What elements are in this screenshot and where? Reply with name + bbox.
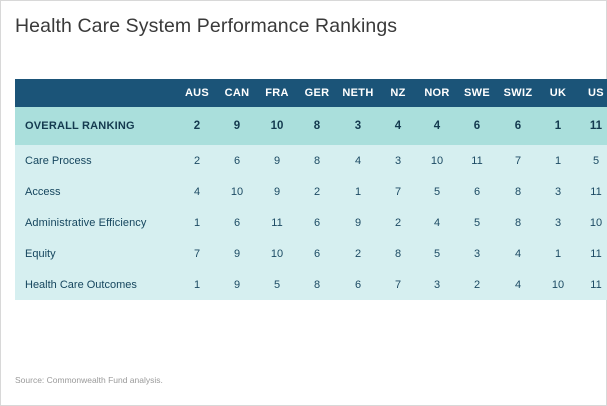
header-cell-fra: FRA: [265, 87, 289, 99]
header-cell-can: CAN: [224, 87, 250, 99]
cell-admin-efficiency-uk: 3: [554, 216, 562, 229]
cell-equity-ger: 6: [313, 247, 321, 260]
cell-access-aus: 4: [193, 185, 201, 198]
table-row-administrative-efficiency: [15, 207, 607, 238]
cell-admin-efficiency-aus: 1: [193, 216, 201, 229]
cell-access-nor: 5: [433, 185, 441, 198]
table-row-care-process: [15, 145, 607, 176]
row-label-health-care-outcomes: Health Care Outcomes: [25, 278, 137, 291]
cell-equity-us: 11: [590, 247, 602, 260]
cell-access-nz: 7: [394, 185, 402, 198]
cell-admin-efficiency-swe: 5: [473, 216, 481, 229]
cell-access-fra: 9: [273, 185, 281, 198]
cell-outcomes-swiz: 4: [514, 278, 522, 291]
rankings-table: [15, 79, 607, 300]
cell-outcomes-aus: 1: [193, 278, 201, 291]
cell-overall-fra: 10: [270, 120, 284, 132]
cell-care-process-can: 6: [233, 154, 241, 167]
table-row-health-care-outcomes: [15, 269, 607, 300]
cell-equity-uk: 1: [554, 247, 562, 260]
row-label-administrative-efficiency: Administrative Efficiency: [25, 216, 147, 229]
table-row-equity: [15, 238, 607, 269]
cell-equity-aus: 7: [193, 247, 201, 260]
cell-outcomes-nz: 7: [394, 278, 402, 291]
cell-outcomes-fra: 5: [273, 278, 281, 291]
cell-access-neth: 1: [354, 185, 362, 198]
cell-admin-efficiency-fra: 11: [271, 216, 283, 229]
cell-access-swe: 6: [473, 185, 481, 198]
cell-outcomes-us: 11: [590, 278, 602, 291]
cell-care-process-fra: 9: [273, 154, 281, 167]
cell-outcomes-can: 9: [233, 278, 241, 291]
cell-overall-can: 9: [233, 120, 241, 132]
table-body: [15, 107, 607, 300]
cell-care-process-uk: 1: [554, 154, 562, 167]
header-cell-uk: UK: [549, 87, 567, 99]
cell-overall-aus: 2: [193, 120, 201, 132]
cell-care-process-nz: 3: [394, 154, 402, 167]
cell-equity-fra: 10: [270, 247, 284, 260]
cell-overall-ger: 8: [313, 120, 321, 132]
cell-equity-neth: 2: [354, 247, 362, 260]
cell-admin-efficiency-us: 10: [589, 216, 603, 229]
header-cell-neth: NETH: [342, 87, 374, 99]
cell-admin-efficiency-nor: 4: [433, 216, 441, 229]
cell-admin-efficiency-nz: 2: [394, 216, 402, 229]
cell-equity-swiz: 4: [514, 247, 522, 260]
cell-outcomes-neth: 6: [354, 278, 362, 291]
cell-equity-nor: 5: [433, 247, 441, 260]
row-label-access: Access: [25, 185, 61, 198]
cell-outcomes-swe: 2: [473, 278, 481, 291]
table-row-overall-ranking: [15, 107, 607, 145]
cell-care-process-nor: 10: [430, 154, 444, 167]
header-row: [15, 79, 607, 107]
header-cell-nor: NOR: [424, 87, 450, 99]
row-label-overall-ranking: OVERALL RANKING: [25, 120, 135, 132]
cell-access-swiz: 8: [514, 185, 522, 198]
cell-access-can: 10: [230, 185, 244, 198]
cell-care-process-swe: 11: [471, 154, 483, 167]
page-title: Health Care System Performance Rankings: [15, 15, 398, 37]
table-header: [15, 79, 607, 107]
row-label-equity: Equity: [25, 247, 56, 260]
cell-admin-efficiency-swiz: 8: [514, 216, 522, 229]
source-note: Source: Commonwealth Fund analysis.: [15, 375, 163, 385]
cell-access-ger: 2: [313, 185, 321, 198]
cell-admin-efficiency-can: 6: [233, 216, 241, 229]
cell-access-uk: 3: [554, 185, 562, 198]
cell-overall-nz: 4: [394, 120, 402, 132]
cell-overall-swe: 6: [473, 120, 481, 132]
header-cell-aus: AUS: [184, 87, 210, 99]
cell-care-process-swiz: 7: [514, 154, 522, 167]
cell-overall-swiz: 6: [514, 120, 522, 132]
header-cell-rowlabel: [15, 79, 177, 107]
rankings-table-wrapper: [15, 79, 604, 300]
cell-overall-uk: 1: [554, 120, 562, 132]
cell-equity-nz: 8: [394, 247, 402, 260]
header-cell-swiz: SWIZ: [503, 87, 533, 99]
cell-outcomes-uk: 10: [551, 278, 565, 291]
cell-overall-us: 11: [589, 120, 603, 132]
header-cell-swe: SWE: [464, 87, 490, 99]
cell-care-process-us: 5: [592, 154, 600, 167]
cell-care-process-neth: 4: [354, 154, 362, 167]
cell-care-process-ger: 8: [313, 154, 321, 167]
header-cell-ger: GER: [304, 87, 330, 99]
cell-outcomes-nor: 3: [433, 278, 441, 291]
header-cell-us: US: [588, 87, 604, 99]
cell-overall-nor: 4: [433, 120, 441, 132]
cell-equity-can: 9: [233, 247, 241, 260]
cell-admin-efficiency-neth: 9: [354, 216, 362, 229]
cell-outcomes-ger: 8: [313, 278, 321, 291]
cell-overall-neth: 3: [354, 120, 362, 132]
table-row-access: [15, 176, 607, 207]
cell-admin-efficiency-ger: 6: [313, 216, 321, 229]
cell-care-process-aus: 2: [193, 154, 201, 167]
row-label-care-process: Care Process: [25, 154, 92, 167]
cell-access-us: 11: [590, 185, 602, 198]
header-cell-nz: NZ: [390, 87, 406, 99]
cell-equity-swe: 3: [473, 247, 481, 260]
